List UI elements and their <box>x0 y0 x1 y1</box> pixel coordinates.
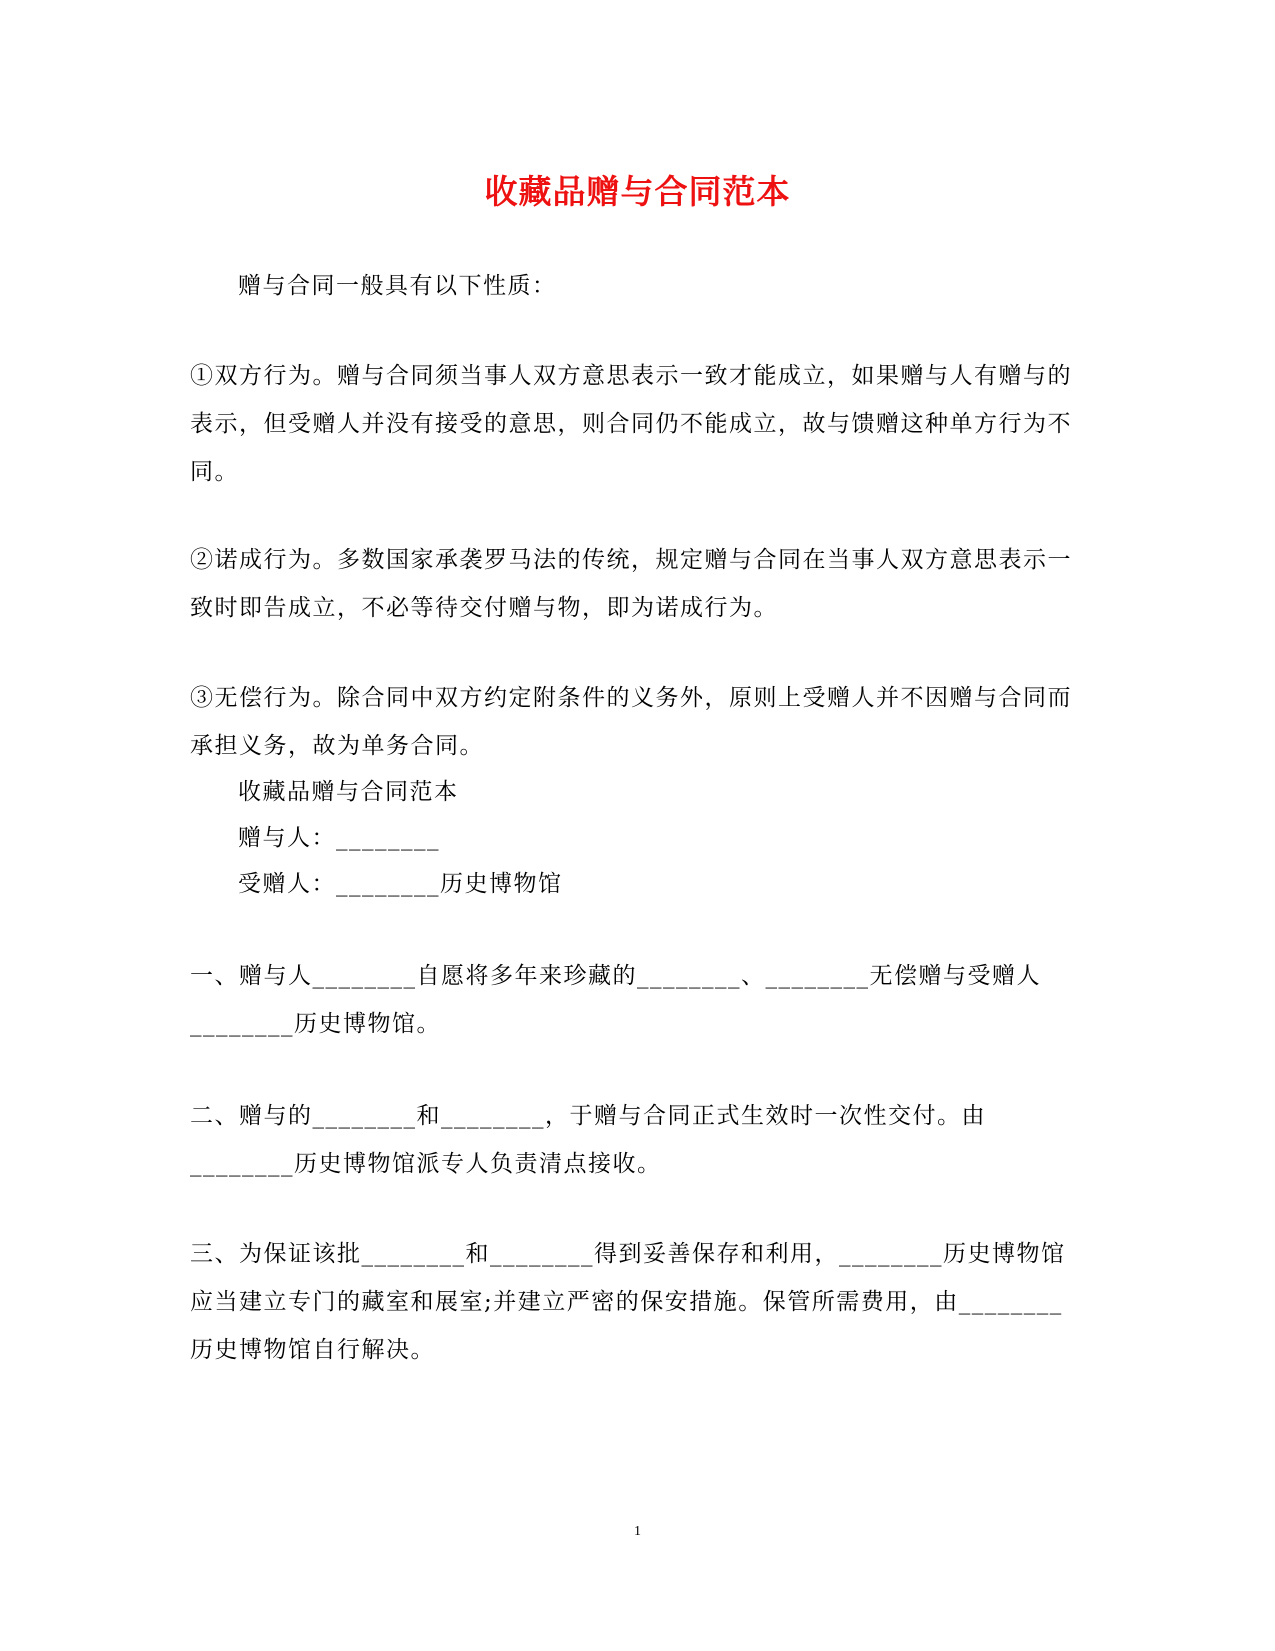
property-3-paragraph: ③无偿行为。除合同中双方约定附条件的义务外，原则上受赠人并不因赠与合同而承担义务，故为单务合同。 <box>190 685 1072 759</box>
property-2-paragraph: ②诺成行为。多数国家承袭罗马法的传统，规定赠与合同在当事人双方意思表示一致时即告成立，不必等待交付赠与物，即为诺成行为。 <box>190 547 1072 621</box>
clause-3-paragraph: 三、为保证该批________和________得到妥善保存和利用，________历史博物馆应当建立专门的藏室和展室;并建立严密的保安措施。保管所需费用，由________历史博物馆自行解决。 <box>190 1241 1066 1363</box>
donee-line: 受赠人：________历史博物馆 <box>238 871 563 897</box>
contract-subtitle: 收藏品赠与合同范本 <box>238 779 459 805</box>
intro-paragraph: 赠与合同一般具有以下性质： <box>238 273 557 299</box>
page-number: 1 <box>634 1524 641 1539</box>
clause-1-paragraph: 一、赠与人________自愿将多年来珍藏的________、________无偿赠与受赠人________历史博物馆。 <box>190 963 1041 1037</box>
property-1-paragraph: ①双方行为。赠与合同须当事人双方意思表示一致才能成立，如果赠与人有赠与的表示，但受赠人并没有接受的意思，则合同仍不能成立，故与馈赠这种单方行为不同。 <box>190 363 1072 485</box>
document-title: 收藏品赠与合同范本 <box>484 172 791 211</box>
donor-line: 赠与人：________ <box>238 825 440 851</box>
clause-2-paragraph: 二、赠与的________和________，于赠与合同正式生效时一次性交付。由________历史博物馆派专人负责清点接收。 <box>190 1103 986 1177</box>
